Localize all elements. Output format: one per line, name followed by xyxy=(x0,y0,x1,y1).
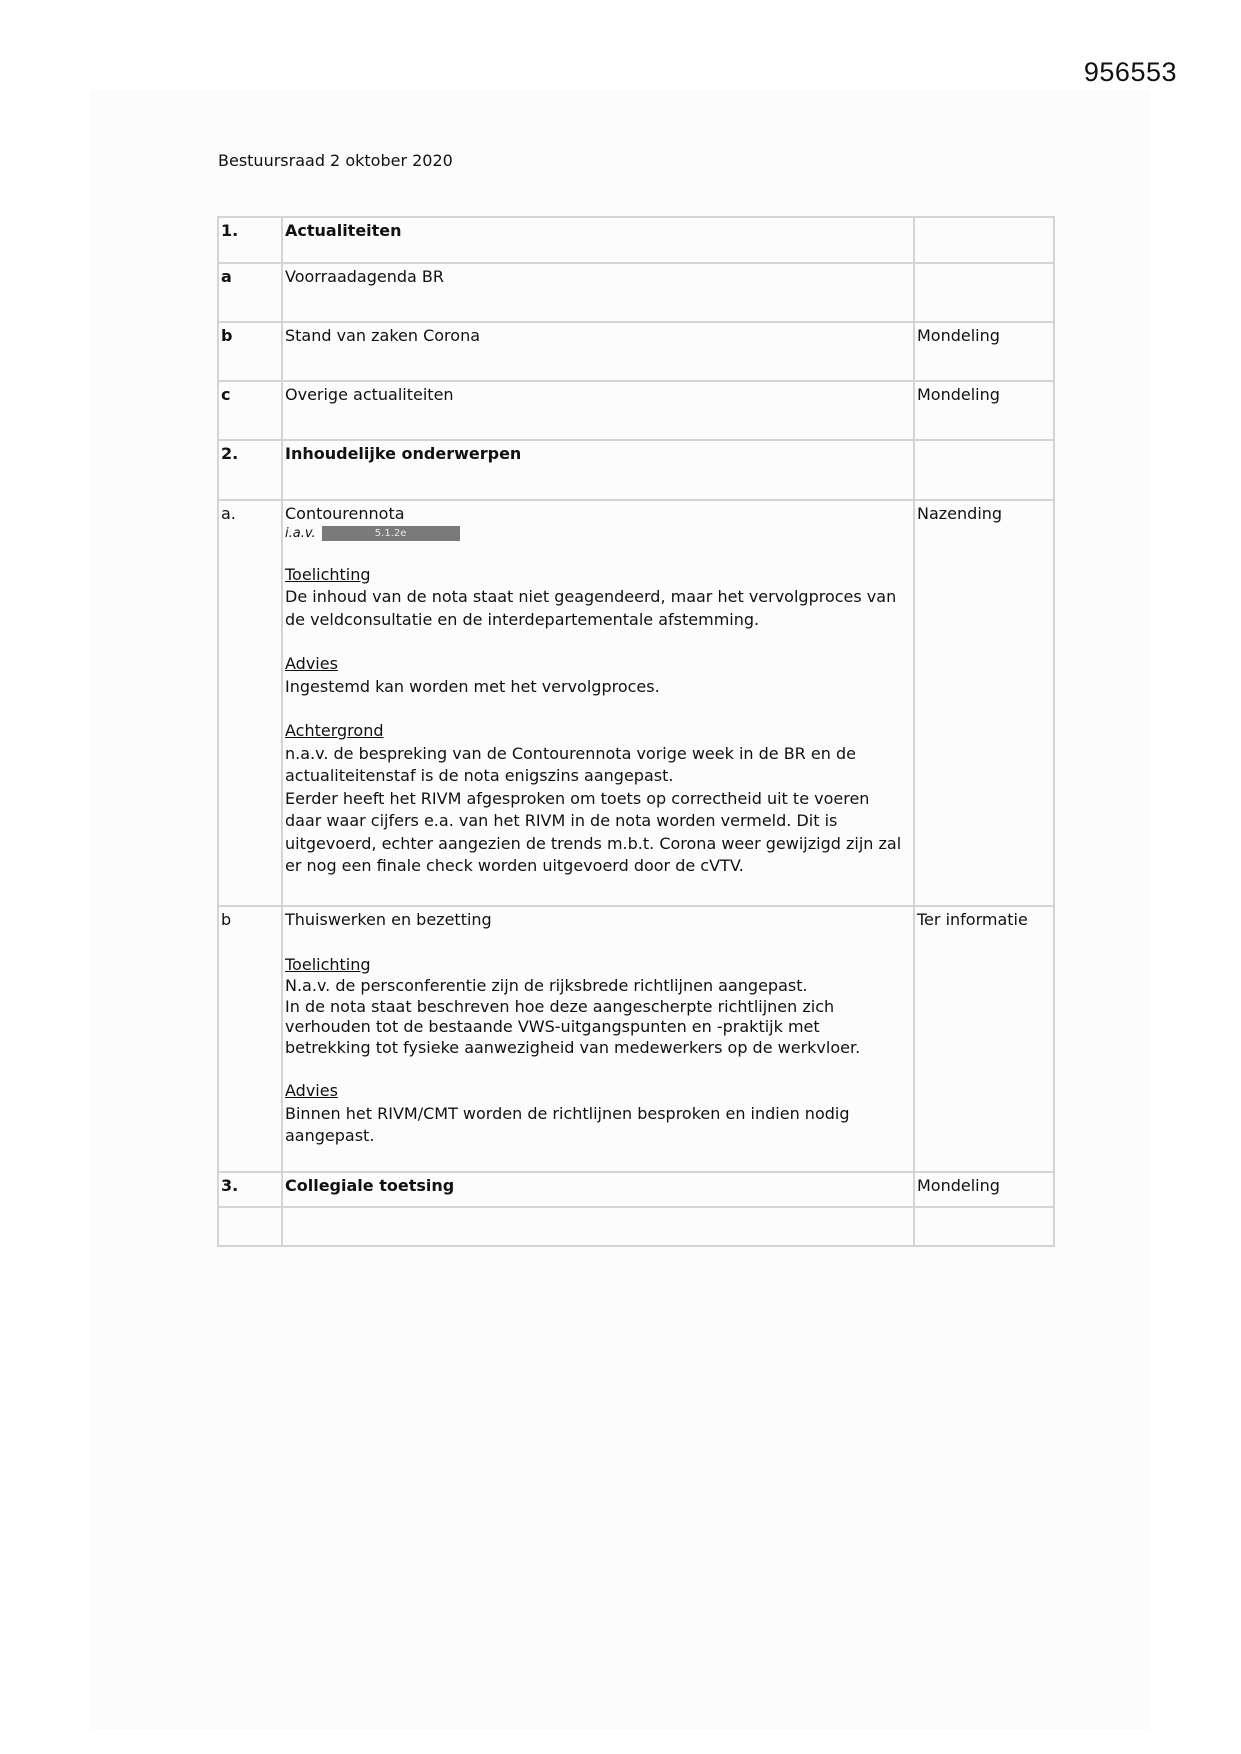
empty-cell xyxy=(282,1207,914,1246)
toelichting-heading: Toelichting xyxy=(285,954,371,974)
toelichting-line: de veldconsultatie en de interdepartementale afstemming. xyxy=(285,609,760,629)
toelichting-line: betrekking tot fysieke aanwezigheid van medewerkers op de werkvloer. xyxy=(285,1037,861,1057)
item-details xyxy=(282,906,914,1172)
achtergrond-line: n.a.v. de bespreking van de Contourennota vorige week in de BR en de xyxy=(285,743,856,763)
section-title: Inhoudelijke onderwerpen xyxy=(282,440,914,500)
section-number: 2. xyxy=(218,440,282,500)
agenda-item-row xyxy=(218,906,1054,1172)
achtergrond-line: uitgevoerd, echter aangezien de trends m.b.t. Corona weer gewijzigd zijn zal xyxy=(285,833,902,853)
status-cell xyxy=(914,440,1054,500)
iav-line xyxy=(285,526,911,542)
item-letter: b xyxy=(218,906,282,1172)
item-subject: Stand van zaken Corona xyxy=(282,322,914,381)
section-number: 1. xyxy=(218,217,282,263)
advies-line: Ingestemd kan worden met het vervolgproces. xyxy=(285,676,660,696)
item-subject: Overige actualiteiten xyxy=(282,381,914,440)
achtergrond-heading: Achtergrond xyxy=(285,721,384,740)
section-title: Collegiale toetsing xyxy=(282,1172,914,1207)
toelichting-line: N.a.v. de persconferentie zijn de rijksbrede richtlijnen aangepast. xyxy=(285,976,808,995)
section-title: Actualiteiten xyxy=(282,217,914,263)
status-cell xyxy=(914,263,1054,322)
item-subject: Contourennota xyxy=(285,504,405,523)
toelichting-line: In de nota staat beschreven hoe deze aangescherpte richtlijnen zich xyxy=(285,996,835,1016)
agenda-item-row xyxy=(218,322,1054,381)
item-letter: c xyxy=(218,381,282,440)
status-cell: Mondeling xyxy=(914,1172,1054,1207)
empty-cell xyxy=(914,1207,1054,1246)
agenda-table xyxy=(217,216,1055,1247)
item-subject: Thuiswerken en bezetting xyxy=(285,910,492,929)
advies-heading: Advies xyxy=(285,1081,338,1100)
item-letter: a xyxy=(218,263,282,322)
achtergrond-line: daar waar cijfers e.a. van het RIVM in de nota worden vermeld. Dit is xyxy=(285,811,838,830)
status-cell: Nazending xyxy=(914,500,1054,906)
document-title: Bestuursraad 2 oktober 2020 xyxy=(218,151,453,170)
empty-row xyxy=(218,1207,1054,1246)
agenda-section-row xyxy=(218,440,1054,500)
section-number: 3. xyxy=(218,1172,282,1207)
agenda-section-row xyxy=(218,217,1054,263)
iav-label: i.a.v. xyxy=(285,525,316,541)
advies-line: aangepast. xyxy=(285,1126,375,1145)
status-cell xyxy=(914,217,1054,263)
toelichting-line: De inhoud van de nota staat niet geagendeerd, maar het vervolgproces van xyxy=(285,587,897,606)
status-cell: Ter informatie xyxy=(914,906,1054,1172)
achtergrond-line: actualiteitenstaf is de nota enigszins aangepast. xyxy=(285,766,674,785)
agenda-item-row xyxy=(218,500,1054,906)
advies-line: Binnen het RIVM/CMT worden de richtlijnen besproken en indien nodig xyxy=(285,1103,850,1123)
item-letter: b xyxy=(218,322,282,381)
document-number: 956553 xyxy=(1083,57,1177,87)
status-cell: Mondeling xyxy=(914,381,1054,440)
agenda-section-row xyxy=(218,1172,1054,1207)
toelichting-heading: Toelichting xyxy=(285,564,371,584)
empty-cell xyxy=(218,1207,282,1246)
agenda-item-row xyxy=(218,381,1054,440)
achtergrond-line: Eerder heeft het RIVM afgesproken om toets op correctheid uit te voeren xyxy=(285,788,870,808)
agenda-item-row xyxy=(218,263,1054,322)
status-cell: Mondeling xyxy=(914,322,1054,381)
advies-heading: Advies xyxy=(285,654,338,673)
item-details xyxy=(282,500,914,906)
achtergrond-line: er nog een finale check worden uitgevoerd door de cVTV. xyxy=(285,856,744,875)
item-letter: a. xyxy=(218,500,282,906)
redaction-block: 5.1.2e xyxy=(322,526,460,541)
item-subject: Voorraadagenda BR xyxy=(282,263,914,322)
toelichting-line: verhouden tot de bestaande VWS-uitgangspunten en -praktijk met xyxy=(285,1017,820,1036)
